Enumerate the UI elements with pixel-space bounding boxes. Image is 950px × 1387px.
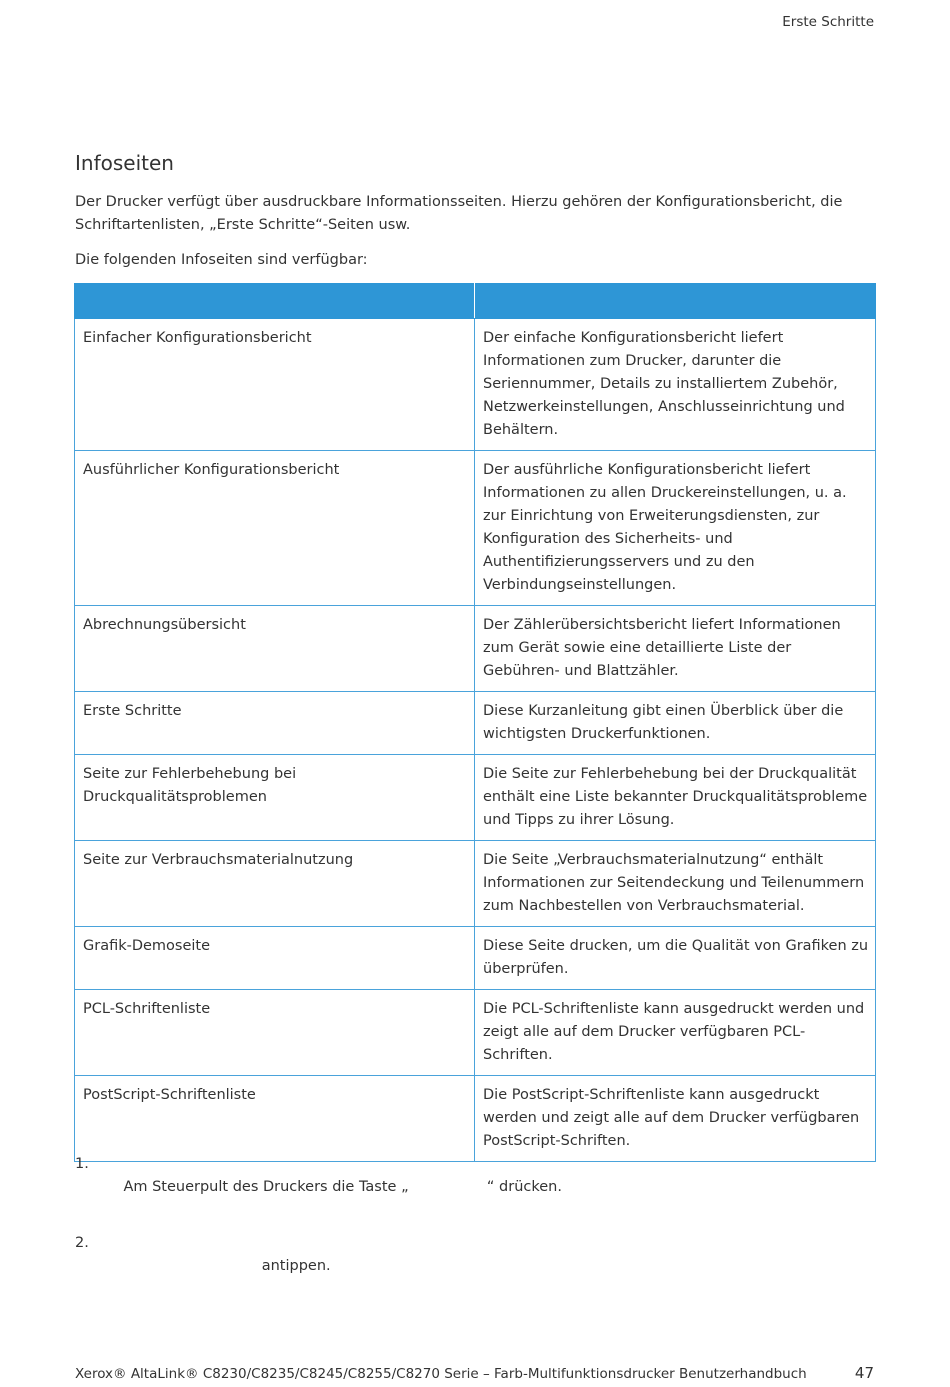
step-item (75, 1153, 562, 1222)
table-row (75, 1076, 876, 1162)
row-description: Der einfache Konfigurationsbericht liefert Informationen zum Drucker, darunter die Seriennummer, Details zu installiertem Zubehör, Netzwerkeinstellungen, Anschlusseinrichtung und Behältern. (475, 319, 876, 451)
info-pages-table (74, 283, 876, 1162)
step-text: Am Steuerpult des Druckers die Taste „ “ drücken. (123, 1179, 562, 1195)
header-cell-name (75, 284, 475, 319)
row-description: Der ausführliche Konfigurationsbericht liefert Informationen zu allen Druckereinstellungen, u. a. zur Einrichtung von Erweiterungsdiensten, zur Konfiguration des Sicherheits- und Authentifizierungsservers und zu den Verbindungseinstellungen. (475, 451, 876, 606)
row-name: Grafik-Demoseite (75, 927, 475, 990)
page-number: 47 (854, 1364, 874, 1382)
steps-list (75, 1153, 562, 1311)
lead-paragraph: Die folgenden Infoseiten sind verfügbar: (75, 252, 368, 268)
row-description: Der Zählerübersichtsbericht liefert Informationen zum Gerät sowie eine detaillierte Liste der Gebühren- und Blattzähler. (475, 606, 876, 692)
row-description: Diese Kurzanleitung gibt einen Überblick über die wichtigsten Druckerfunktionen. (475, 692, 876, 755)
table-row (75, 990, 876, 1076)
step-text: antippen. (123, 1258, 331, 1274)
row-name: Seite zur Fehlerbehebung bei Druckqualitätsproblemen (75, 755, 475, 841)
row-name: PCL-Schriftenliste (75, 990, 475, 1076)
section-title: Infoseiten (75, 151, 174, 175)
row-name: Erste Schritte (75, 692, 475, 755)
table-row (75, 755, 876, 841)
row-description: Die PCL-Schriftenliste kann ausgedruckt werden und zeigt alle auf dem Drucker verfügbaren PCL-Schriften. (475, 990, 876, 1076)
step-number: 2. (75, 1235, 89, 1251)
table-row (75, 319, 876, 451)
intro-paragraph: Der Drucker verfügt über ausdruckbare Informationsseiten. Hierzu gehören der Konfigurationsbericht, die Schriftartenlisten, „Erste Schritte“-Seiten usw. (75, 194, 843, 233)
header-cell-description (475, 284, 876, 319)
row-name: Seite zur Verbrauchsmaterialnutzung (75, 841, 475, 927)
row-description: Die Seite zur Fehlerbehebung bei der Druckqualität enthält eine Liste bekannter Druckqualitätsprobleme und Tipps zu ihrer Lösung. (475, 755, 876, 841)
row-description: Die PostScript-Schriftenliste kann ausgedruckt werden und zeigt alle auf dem Drucker verfügbaren PostScript-Schriften. (475, 1076, 876, 1162)
table-row (75, 692, 876, 755)
row-name: Ausführlicher Konfigurationsbericht (75, 451, 475, 606)
row-name: Einfacher Konfigurationsbericht (75, 319, 475, 451)
table-header-row (75, 284, 876, 319)
row-name: Abrechnungsübersicht (75, 606, 475, 692)
table-row (75, 927, 876, 990)
table-row (75, 451, 876, 606)
table-row (75, 841, 876, 927)
row-name: PostScript-Schriftenliste (75, 1076, 475, 1162)
row-description: Die Seite „Verbrauchsmaterialnutzung“ enthält Informationen zur Seitendeckung und Teilenummern zum Nachbestellen von Verbrauchsmaterial. (475, 841, 876, 927)
row-description: Diese Seite drucken, um die Qualität von Grafiken zu überprüfen. (475, 927, 876, 990)
table-row (75, 606, 876, 692)
footer-title: Xerox® AltaLink® C8230/C8235/C8245/C8255/C8270 Serie – Farb-Multifunktionsdrucker Benutzerhandbuch (75, 1366, 807, 1382)
step-number: 1. (75, 1156, 89, 1172)
running-head: Erste Schritte (782, 14, 874, 30)
step-item (75, 1232, 562, 1301)
